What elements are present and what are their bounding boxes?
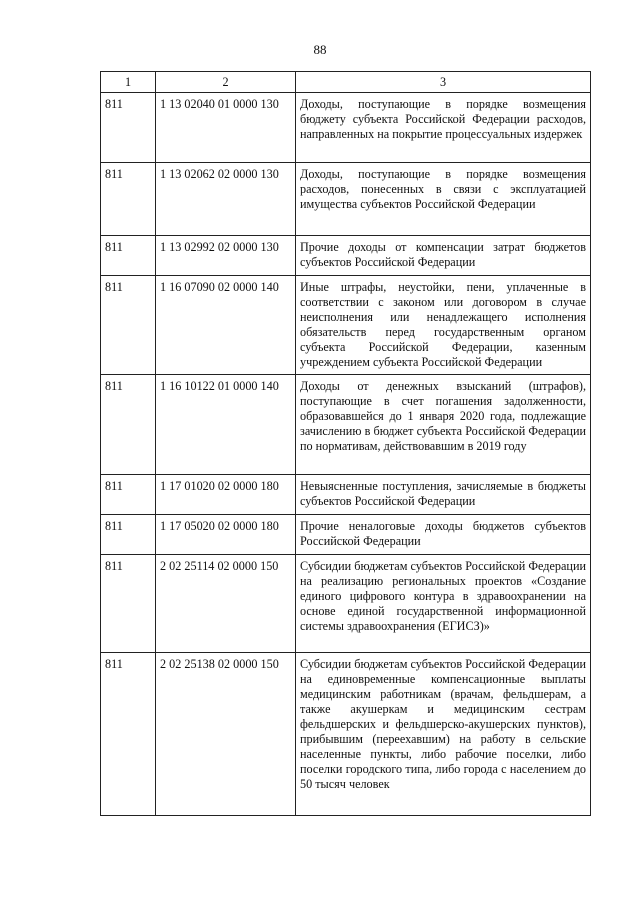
page-number: 88	[313, 42, 327, 57]
admin-code-cell: 811	[101, 653, 156, 816]
budget-code-cell: 1 13 02040 01 0000 130	[156, 93, 296, 163]
description-cell: Иные штрафы, неустойки, пени, уплаченные в соответствии с законом или договором в случае неисполнения или ненадлежащего исполнения обязательств перед государственным органом субъекта Российской Федерации, казенным учреждением субъекта Российской Федерации	[296, 276, 591, 375]
table-row	[101, 276, 591, 375]
table-row	[101, 163, 591, 236]
table-row	[101, 93, 591, 163]
column-header-1: 1	[101, 72, 156, 93]
revenue-codes-table	[100, 71, 591, 816]
budget-code-cell: 1 13 02062 02 0000 130	[156, 163, 296, 236]
table-row	[101, 236, 591, 276]
budget-code-cell: 1 17 01020 02 0000 180	[156, 475, 296, 515]
admin-code-cell: 811	[101, 375, 156, 475]
table-row	[101, 375, 591, 475]
description-cell: Субсидии бюджетам субъектов Российской Федерации на единовременные компенсационные выплаты медицинским работникам (врачам, фельдшерам, а также акушеркам и медицинским сестрам фельдшерских и фельдшерско-акушерских пунктов), прибывшим (переехавшим) на работу в сельские населенные пункты, либо рабочие поселки, либо поселки городского типа, либо города с населением до 50 тысяч человек	[296, 653, 591, 816]
budget-code-cell: 1 17 05020 02 0000 180	[156, 515, 296, 555]
budget-code-cell: 1 16 10122 01 0000 140	[156, 375, 296, 475]
description-cell: Прочие доходы от компенсации затрат бюджетов субъектов Российской Федерации	[296, 236, 591, 276]
admin-code-cell: 811	[101, 276, 156, 375]
table-row	[101, 555, 591, 653]
budget-code-cell: 1 13 02992 02 0000 130	[156, 236, 296, 276]
admin-code-cell: 811	[101, 163, 156, 236]
admin-code-cell: 811	[101, 236, 156, 276]
budget-code-cell: 2 02 25138 02 0000 150	[156, 653, 296, 816]
table-row	[101, 515, 591, 555]
description-cell: Доходы от денежных взысканий (штрафов), поступающие в счет погашения задолженности, образовавшейся до 1 января 2020 года, подлежащие зачислению в бюджет субъекта Российской Федерации по нормативам, действовавшим в 2019 году	[296, 375, 591, 475]
table-header-row	[101, 72, 591, 93]
description-cell: Субсидии бюджетам субъектов Российской Федерации на реализацию региональных проектов «Создание единого цифрового контура в здравоохранении на основе единой государственной информационной системы здравоохранения (ЕГИСЗ)»	[296, 555, 591, 653]
admin-code-cell: 811	[101, 515, 156, 555]
column-header-2: 2	[156, 72, 296, 93]
description-cell: Доходы, поступающие в порядке возмещения бюджету субъекта Российской Федерации расходов, направленных на покрытие процессуальных издержек	[296, 93, 591, 163]
description-cell: Невыясненные поступления, зачисляемые в бюджеты субъектов Российской Федерации	[296, 475, 591, 515]
column-header-3: 3	[296, 72, 591, 93]
admin-code-cell: 811	[101, 93, 156, 163]
table-row	[101, 475, 591, 515]
admin-code-cell: 811	[101, 475, 156, 515]
description-cell: Прочие неналоговые доходы бюджетов субъектов Российской Федерации	[296, 515, 591, 555]
budget-code-cell: 1 16 07090 02 0000 140	[156, 276, 296, 375]
description-cell: Доходы, поступающие в порядке возмещения расходов, понесенных в связи с эксплуатацией имущества субъектов Российской Федерации	[296, 163, 591, 236]
budget-code-cell: 2 02 25114 02 0000 150	[156, 555, 296, 653]
table-row	[101, 653, 591, 816]
admin-code-cell: 811	[101, 555, 156, 653]
